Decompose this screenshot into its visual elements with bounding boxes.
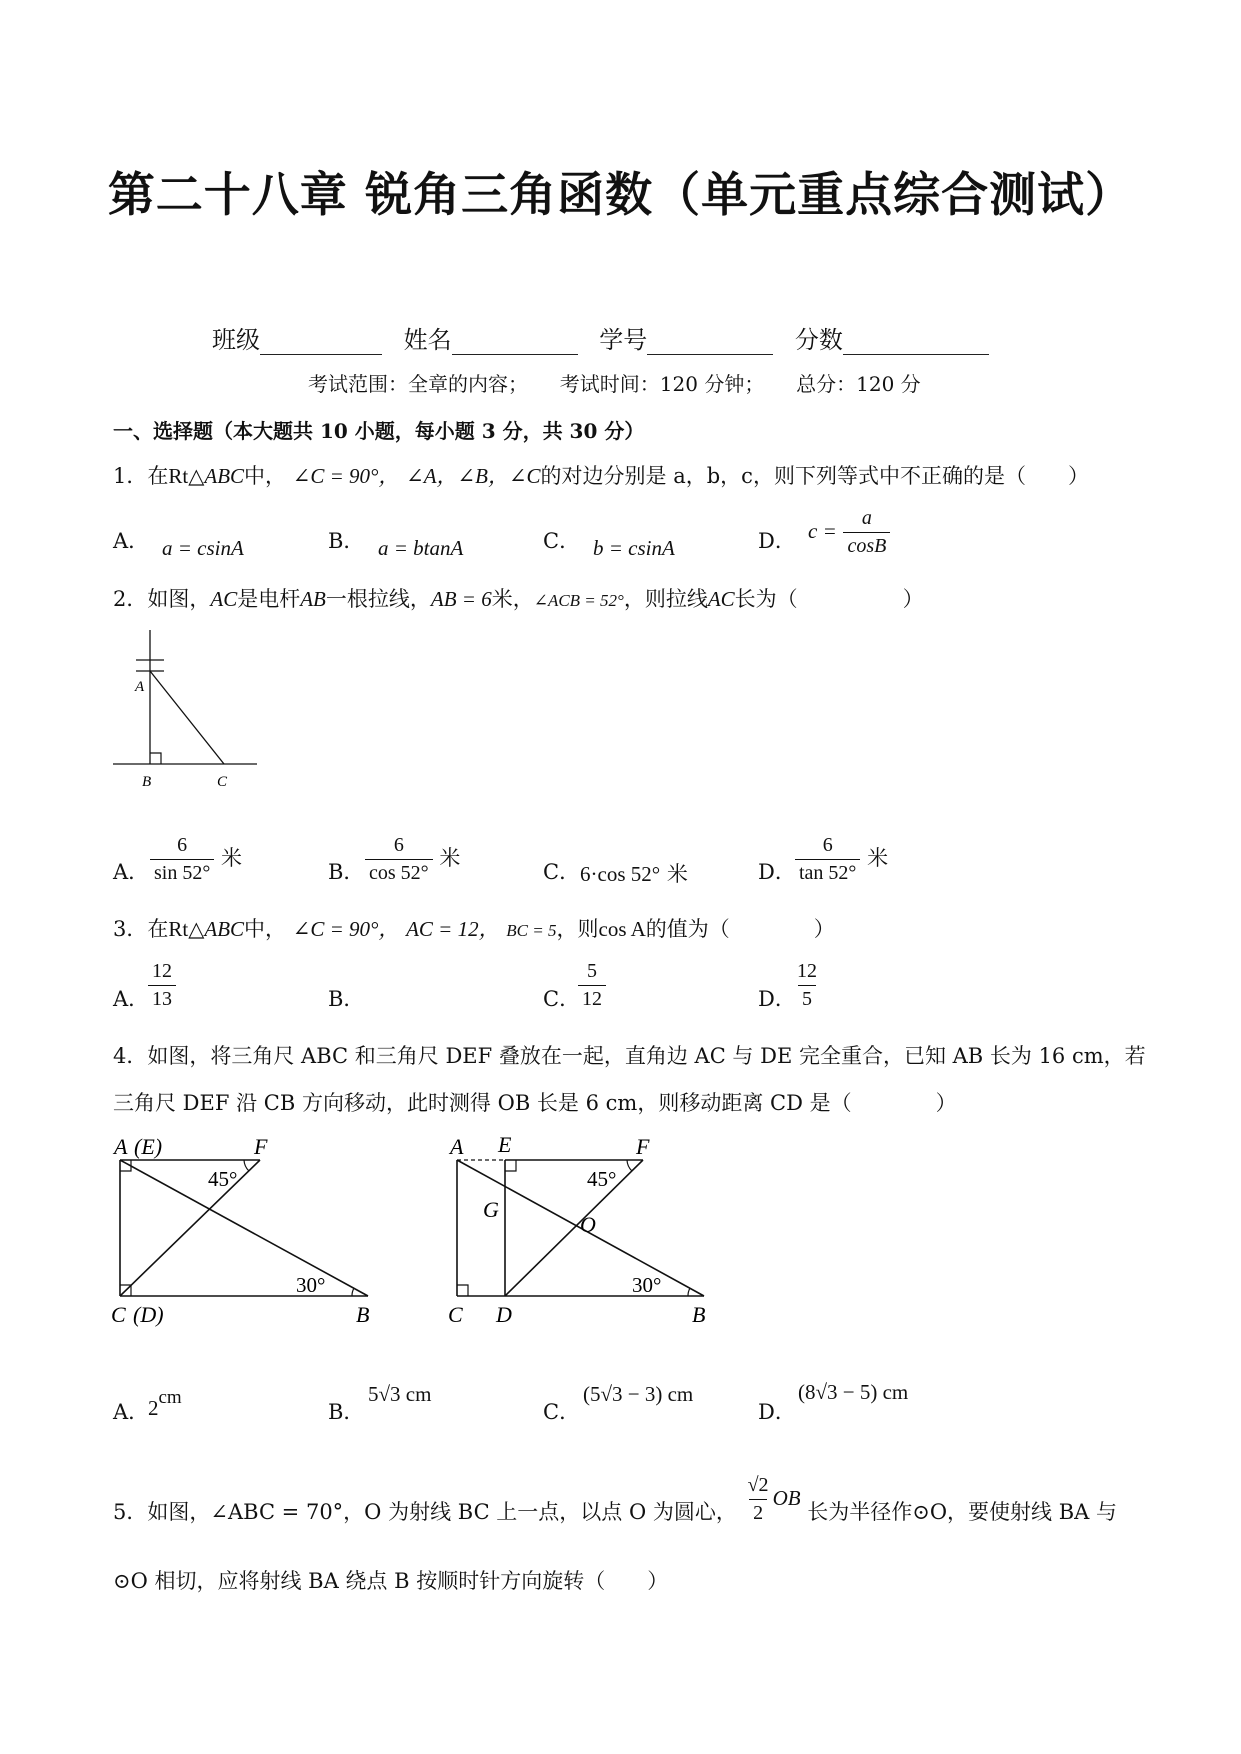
question-4-line-1: 4．如图，将三角尺 ABC 和三角尺 DEF 叠放在一起，直角边 AC 与 DE 完全重合，已知 AB 长为 16 cm，若 (113, 1044, 1146, 1068)
label-e: E (498, 1132, 512, 1157)
angle-30-label: 30° (296, 1273, 326, 1297)
q4-option-d[interactable] (758, 1396, 796, 1426)
q2-option-c[interactable] (543, 856, 580, 886)
q2-ab: AB (300, 587, 326, 611)
q4-option-b-expr: 5√3 cm (368, 1382, 432, 1406)
q3-abc: ABC (204, 917, 245, 941)
label-d: (D) (133, 1302, 164, 1327)
q1-angle-c: ∠C = 90°， (292, 464, 400, 488)
q1-option-d[interactable] (758, 525, 796, 555)
unit: cm (158, 1387, 182, 1408)
denominator: cos 52° (365, 859, 433, 885)
q3-rt: Rt△ (168, 917, 205, 941)
q3-option-d-expr (793, 960, 821, 1011)
option-label: B． (328, 1400, 365, 1424)
numerator: √2 (747, 1474, 769, 1496)
section-heading-choice: 一、选择题（本大题共 10 小题，每小题 3 分，共 30 分） (113, 419, 645, 443)
option-label: A． (113, 529, 150, 553)
q2-option-b[interactable] (328, 856, 364, 886)
student-id-blank[interactable] (647, 330, 773, 355)
question-5-line-2: ⊙O 相切，应将射线 BA 绕点 B 按顺时针方向旋转（ ） (113, 1569, 669, 1593)
q2-ab-eq: AB = 6 (430, 587, 492, 611)
denominator: 13 (148, 985, 176, 1011)
q5-text: 长为半径作⊙O，要使射线 BA 与 (807, 1500, 1118, 1524)
q2-angle: ∠ACB = 52° (533, 591, 624, 610)
option-label: C． (543, 987, 581, 1011)
option-label: C． (543, 529, 581, 553)
unit: 米 (221, 846, 243, 870)
denominator: 2 (749, 1499, 767, 1525)
label-a: A (450, 1134, 464, 1159)
unit: 米 (666, 862, 688, 886)
label-b: B (142, 774, 152, 790)
q3-cos: cos A (598, 917, 646, 941)
q1-option-d-expr (808, 507, 890, 558)
q3-ac: AC = 12， (406, 917, 500, 941)
angle-45-label: 45° (587, 1167, 617, 1191)
q2-text: 2．如图， (113, 587, 211, 611)
option-label: B． (328, 860, 365, 884)
denominator: cosB (843, 532, 890, 558)
q2-text: 一根拉线， (325, 587, 431, 611)
q4-option-c[interactable] (543, 1396, 580, 1426)
option-label: C． (543, 860, 581, 884)
q1-text: 中， (244, 464, 287, 488)
q5-ob: OB (772, 1486, 801, 1510)
page-title: 第二十八章 锐角三角函数（单元重点综合测试） (107, 168, 1134, 223)
q1-rt: Rt△ (168, 464, 205, 488)
angle-45-label: 45° (208, 1167, 238, 1191)
q3-option-c[interactable] (543, 983, 580, 1013)
q4-option-c-expr: (5√3 − 3) cm (583, 1382, 694, 1406)
label-e: (E) (134, 1134, 163, 1159)
label-a: A (135, 679, 145, 695)
numerator: 12 (152, 960, 172, 982)
name-blank[interactable] (452, 330, 578, 355)
question-3 (113, 913, 835, 943)
numerator: 6 (393, 834, 404, 856)
q1-d-fraction (843, 507, 890, 558)
q3-option-c-expr (578, 960, 606, 1011)
q2-text: 米， (491, 587, 534, 611)
label-c: C (217, 774, 228, 790)
student-info-fields (212, 320, 1003, 355)
option-label: D． (758, 987, 796, 1011)
exam-total: 总分：120 分 (796, 372, 921, 396)
label-c: C (111, 1302, 126, 1327)
label-f: F (254, 1134, 268, 1159)
q1-text: 的对边分别是 a，b，c，则下列等式中不正确的是（ ） (540, 464, 1089, 488)
score-blank[interactable] (843, 330, 989, 355)
label-c: C (448, 1302, 463, 1327)
q2-option-d[interactable] (758, 856, 796, 886)
q5-text: 5．如图，∠ABC = 70°，O 为射线 BC 上一点，以点 O 为圆心， (113, 1500, 737, 1524)
denominator: tan 52° (795, 859, 860, 885)
label-b: B (692, 1302, 706, 1327)
q3-option-d[interactable] (758, 983, 796, 1013)
q2-text: 是电杆 (237, 587, 301, 611)
q3-bc: BC = 5 (506, 921, 557, 940)
q3-option-a[interactable] (113, 983, 149, 1013)
q2-option-a[interactable] (113, 856, 149, 886)
q1-d-lhs: c = (808, 519, 837, 543)
q1-option-a-expr: a = csinA (162, 536, 244, 560)
q4-option-b[interactable] (328, 1396, 364, 1426)
denominator: 5 (798, 985, 816, 1011)
label-a: A (114, 1134, 128, 1159)
question-4-line-2: 三角尺 DEF 沿 CB 方向移动，此时测得 OB 长是 6 cm，则移动距离 CD 是（ ） (113, 1091, 957, 1115)
expr: 6·cos 52° (580, 862, 661, 886)
option-label: A． (113, 860, 150, 884)
q3-angle-c: ∠C = 90°， (292, 917, 400, 941)
exam-time: 考试时间：120 分钟； (559, 372, 765, 396)
exam-scope: 考试范围：全章的内容； (308, 372, 528, 396)
q1-abc: ABC (204, 464, 245, 488)
name-label: 姓名 (403, 326, 452, 354)
option-label: C． (543, 1400, 581, 1424)
score-label: 分数 (794, 326, 843, 354)
numerator: 12 (797, 960, 817, 982)
q4-figure-2 (430, 1128, 720, 1338)
q3-text: ，则 (556, 917, 599, 941)
numerator: a (861, 507, 872, 529)
q4-figure-1 (100, 1128, 390, 1338)
option-label: D． (758, 529, 796, 553)
q3-option-b[interactable] (328, 983, 364, 1013)
q2-text: ，则拉线 (623, 587, 708, 611)
question-1 (113, 460, 1089, 490)
q2-figure-pole (105, 620, 265, 795)
label-d: D (496, 1302, 512, 1327)
unit: 米 (439, 846, 461, 870)
q2-text: 长为（ ） (734, 587, 924, 611)
numerator: 6 (177, 834, 188, 856)
class-label: 班级 (212, 326, 260, 354)
q4-option-a-expr (148, 1387, 182, 1421)
exam-meta (308, 368, 921, 397)
option-label: A． (113, 987, 150, 1011)
q1-option-c[interactable] (543, 525, 580, 555)
denominator: 12 (578, 985, 606, 1011)
q3-text: 3．在 (113, 917, 169, 941)
q5-fraction (744, 1474, 773, 1525)
question-5-line-1 (113, 1474, 1118, 1539)
denominator: sin 52° (150, 859, 214, 885)
q2-option-b-expr (365, 834, 460, 885)
label-f: F (636, 1134, 650, 1159)
q2-ac: AC (707, 587, 735, 611)
q2-option-d-expr (795, 834, 888, 885)
option-label: A． (113, 1400, 150, 1424)
option-label: D． (758, 1400, 796, 1424)
q3-text: 的值为（ ） (645, 917, 835, 941)
expr: 2 (148, 1396, 159, 1420)
q3-option-a-expr (148, 960, 176, 1011)
q1-option-a[interactable] (113, 525, 149, 555)
q4-option-a[interactable] (113, 1396, 149, 1426)
option-label: D． (758, 860, 796, 884)
q3-text: 中， (244, 917, 287, 941)
q1-angles: ∠A，∠B，∠C (406, 464, 541, 488)
q1-option-c-expr: b = csinA (593, 536, 675, 560)
q2-option-c-expr (580, 858, 688, 888)
student-id-label: 学号 (599, 326, 648, 354)
q2-ac: AC (210, 587, 238, 611)
q2-option-a-expr (150, 834, 242, 885)
q1-option-b-expr: a = btanA (378, 536, 464, 560)
q1-option-b[interactable] (328, 525, 364, 555)
question-2 (113, 583, 924, 613)
option-label: B． (328, 529, 365, 553)
unit: 米 (867, 846, 889, 870)
numerator: 5 (587, 960, 597, 982)
label-b: B (356, 1302, 370, 1327)
numerator: 6 (822, 834, 833, 856)
class-blank[interactable] (260, 330, 382, 355)
label-g: G (483, 1197, 499, 1222)
option-label: B． (328, 987, 365, 1011)
angle-30-label: 30° (632, 1273, 662, 1297)
q4-option-d-expr: (8√3 − 5) cm (798, 1380, 909, 1404)
q1-text: 1．在 (113, 464, 169, 488)
label-o: O (580, 1212, 596, 1237)
